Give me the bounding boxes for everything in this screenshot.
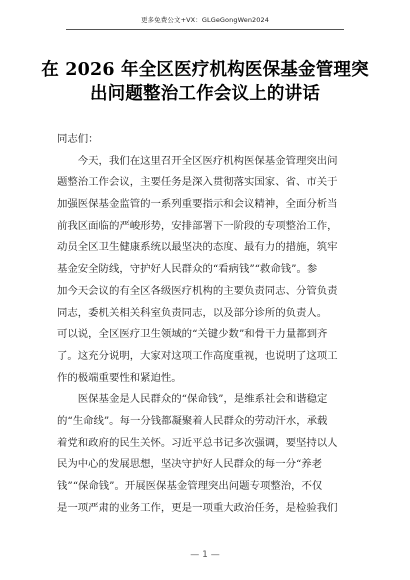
text-line: 前我区面临的严峻形势，安排部署下一阶段的专项整治工作， [57,219,338,232]
paragraph-1 [57,151,362,390]
header-banner: 更多免费公文+VX：GLGeGongWen2024 [140,16,269,24]
text-line: 同志，委机关相关科室负责同志，以及部分诊所的负责人。 [57,306,328,319]
text-line: 加今天会议的有全区各级医疗机构的主要负责同志、分管负责 [57,284,338,297]
document-title [40,58,370,106]
text-line: 钱”“保命钱”。开展医保基金管理突出问题专项整治，不仅 [57,480,323,492]
text-line: 医保基金是人民群众的“保命钱”，是维系社会和谐稳定 [57,393,328,406]
title-line: 在 2026 年全区医疗机构医保基金管理突 [41,60,369,80]
text-line: 的“生命线”。每一分钱都凝聚着人民群众的劳动汗水，承载 [57,414,328,427]
text-line: 了。这充分说明，大家对这项工作高度重视，也说明了这项工 [57,349,338,362]
text-line: 基金安全防线，守护好人民群众的“看病钱”“救命钱”。参 [57,263,318,276]
document-body [57,129,362,519]
header-divider [66,29,344,30]
text-line: 可以说，全区医疗卫生领域的“关键少数”和骨干力量都到齐 [57,328,328,341]
page-number: — 1 — [190,550,220,560]
text-line: 加强医保基金监管的一系列重要指示和会议精神，全面分析当 [57,198,338,211]
text-line: 是一项严肃的业务工作，更是一项重大政治任务，是检验我们 [57,501,338,514]
text-line: 着党和政府的民生关怀。习近平总书记多次强调，要坚持以人 [57,436,338,449]
salutation: 同志们： [57,133,99,145]
text-line: 题整治工作会议，主要任务是深入贯彻落实国家、省、市关于 [57,176,338,189]
text-line: 今天，我们在这里召开全区医疗机构医保基金管理突出问 [57,154,338,167]
paragraph-2 [57,389,362,519]
text-line: 作的极端重要性和紧迫性。 [57,371,182,384]
text-line: 民为中心的发展思想，坚决守护好人民群众的每一分“养老 [57,458,323,471]
title-line: 出问题整治工作会议上的讲话 [89,84,321,104]
text-line: 动员全区卫生健康系统以最坚决的态度、最有力的措施，筑牢 [57,241,338,254]
